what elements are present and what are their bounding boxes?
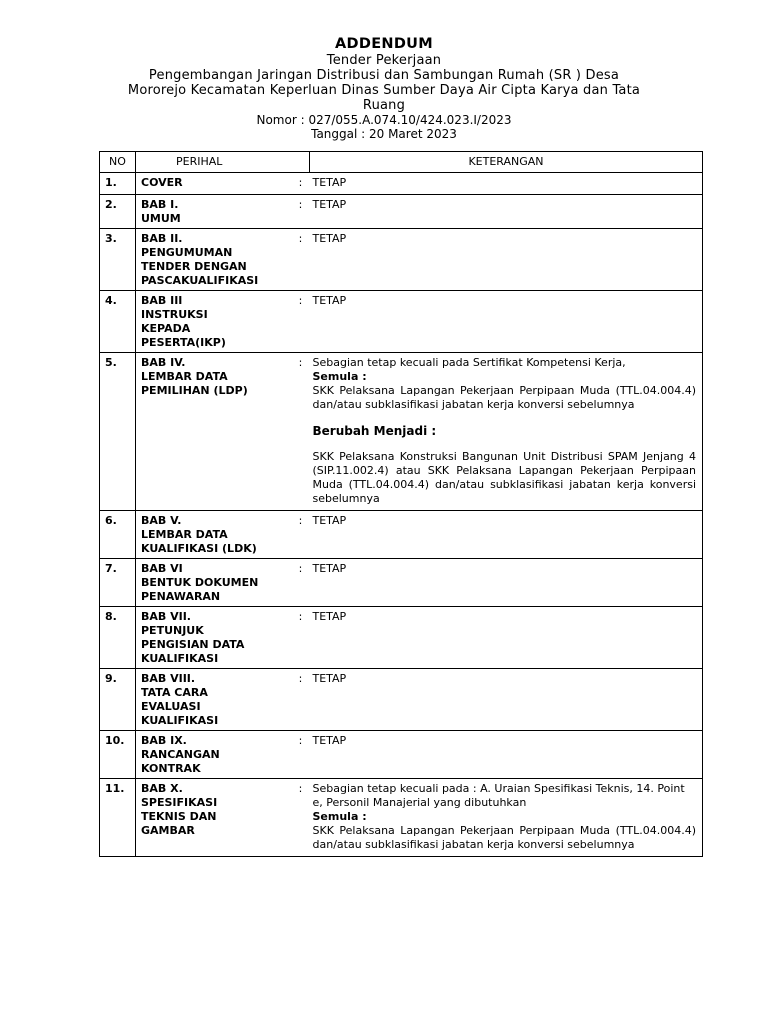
perihal-line: PETUNJUK	[141, 624, 204, 637]
perihal-line: KEPADA	[141, 322, 191, 335]
perihal-line: PENGISIAN DATA	[141, 638, 245, 651]
row-number: 6.	[100, 511, 136, 559]
perihal-line: KUALIFIKASI	[141, 714, 219, 727]
perihal-line: EVALUASI	[141, 700, 201, 713]
table-header-row	[100, 152, 703, 173]
perihal-line: BAB IX.	[141, 734, 187, 747]
row-perihal	[136, 669, 292, 731]
perihal-line: BAB III	[141, 294, 183, 307]
perihal-line: BENTUK DOKUMEN	[141, 576, 259, 589]
perihal-line: TATA CARA	[141, 686, 208, 699]
table-row	[100, 669, 703, 731]
row-keterangan	[310, 353, 703, 511]
table-row	[100, 173, 703, 195]
perihal-line: KUALIFIKASI	[141, 652, 219, 665]
table-row	[100, 511, 703, 559]
row-colon: :	[292, 229, 310, 291]
perihal-line: UMUM	[141, 212, 181, 225]
table-row	[100, 291, 703, 353]
row-keterangan: TETAP	[310, 669, 703, 731]
perihal-line: BAB IV.	[141, 356, 186, 369]
row-number: 10.	[100, 731, 136, 779]
semula-text: SKK Pelaksana Lapangan Pekerjaan Perpipaan Muda (TTL.04.004.4) dan/atau subklasifikasi jabatan kerja konversi sebelumnya	[312, 384, 696, 411]
row-perihal	[136, 511, 292, 559]
row-keterangan: TETAP	[310, 511, 703, 559]
row-keterangan: TETAP	[310, 173, 703, 195]
perihal-line: GAMBAR	[141, 824, 195, 837]
row-perihal	[136, 731, 292, 779]
row-keterangan: TETAP	[310, 559, 703, 607]
header-no: NO	[100, 152, 136, 173]
perihal-line: INSTRUKSI	[141, 308, 208, 321]
row-number: 9.	[100, 669, 136, 731]
row-colon: :	[292, 731, 310, 779]
row-colon: :	[292, 173, 310, 195]
semula-label: Semula :	[312, 370, 367, 383]
row-perihal	[136, 173, 292, 195]
keterangan-intro: Sebagian tetap kecuali pada Sertifikat Kompetensi Kerja,	[312, 356, 626, 369]
perihal-line: LEMBAR DATA	[141, 528, 228, 541]
row-colon: :	[292, 559, 310, 607]
perihal-line: BAB X.	[141, 782, 183, 795]
row-perihal	[136, 779, 292, 857]
perihal-line: PENAWARAN	[141, 590, 221, 603]
row-perihal	[136, 559, 292, 607]
perihal-line: SPESIFIKASI	[141, 796, 218, 809]
row-number: 3.	[100, 229, 136, 291]
table-row	[100, 195, 703, 229]
row-number: 8.	[100, 607, 136, 669]
perihal-line: PASCAKUALIFIKASI	[141, 274, 259, 287]
document-title: ADDENDUM	[335, 36, 433, 52]
header-perihal: PERIHAL	[136, 152, 310, 173]
perihal-line: BAB VI	[141, 562, 183, 575]
perihal-line: BAB I.	[141, 198, 179, 211]
perihal-line: BAB V.	[141, 514, 182, 527]
perihal-line: KONTRAK	[141, 762, 201, 775]
row-keterangan	[310, 779, 703, 857]
perihal-line: BAB II.	[141, 232, 183, 245]
row-perihal	[136, 353, 292, 511]
semula-label: Semula :	[312, 810, 367, 823]
row-colon: :	[292, 511, 310, 559]
row-keterangan: TETAP	[310, 195, 703, 229]
perihal-line: TENDER DENGAN	[141, 260, 247, 273]
document-subtitle: Tender Pekerjaan	[326, 53, 442, 68]
table-row	[100, 779, 703, 857]
semula-text: SKK Pelaksana Lapangan Pekerjaan Perpipaan Muda (TTL.04.004.4) dan/atau subklasifikasi jabatan kerja konversi sebelumnya	[312, 824, 696, 851]
perihal-line: TEKNIS DAN	[141, 810, 217, 823]
header-keterangan: KETERANGAN	[310, 152, 703, 173]
row-colon: :	[292, 195, 310, 229]
row-number: 2.	[100, 195, 136, 229]
perihal-line: KUALIFIKASI (LDK)	[141, 542, 257, 555]
table-row	[100, 559, 703, 607]
row-perihal	[136, 195, 292, 229]
row-colon: :	[292, 353, 310, 511]
perihal-line: RANCANGAN	[141, 748, 220, 761]
row-colon: :	[292, 669, 310, 731]
table-row	[100, 353, 703, 511]
project-title-line-2: Mororejo Kecamatan Keperluan Dinas Sumber Daya Air Cipta Karya dan Tata	[127, 83, 641, 98]
row-perihal	[136, 607, 292, 669]
row-perihal	[136, 291, 292, 353]
perihal-line: PENGUMUMAN	[141, 246, 233, 259]
document-header	[0, 36, 768, 141]
perihal-line: LEMBAR DATA	[141, 370, 228, 383]
perihal-line: BAB VII.	[141, 610, 191, 623]
berubah-label: Berubah Menjadi :	[312, 424, 437, 438]
row-number: 11.	[100, 779, 136, 857]
perihal-line: PEMILIHAN (LDP)	[141, 384, 248, 397]
row-number: 7.	[100, 559, 136, 607]
row-keterangan: TETAP	[310, 229, 703, 291]
perihal-line: COVER	[141, 176, 183, 189]
row-number: 1.	[100, 173, 136, 195]
row-number: 4.	[100, 291, 136, 353]
row-number: 5.	[100, 353, 136, 511]
table-row	[100, 731, 703, 779]
keterangan-intro: Sebagian tetap kecuali pada : A. Uraian Spesifikasi Teknis, 14. Point e, Personil Manajerial yang dibutuhkan	[312, 782, 685, 809]
document-date: Tanggal : 20 Maret 2023	[311, 127, 457, 141]
row-colon: :	[292, 291, 310, 353]
document-number: Nomor : 027/055.A.074.10/424.023.I/2023	[256, 113, 512, 127]
project-title-line-1: Pengembangan Jaringan Distribusi dan Sambungan Rumah (SR ) Desa	[148, 68, 620, 83]
table-row	[100, 607, 703, 669]
perihal-line: PESERTA(IKP)	[141, 336, 226, 349]
row-keterangan: TETAP	[310, 607, 703, 669]
addendum-table	[99, 151, 703, 857]
row-keterangan: TETAP	[310, 291, 703, 353]
row-perihal	[136, 229, 292, 291]
row-colon: :	[292, 779, 310, 857]
row-colon: :	[292, 607, 310, 669]
row-keterangan: TETAP	[310, 731, 703, 779]
perihal-line: BAB VIII.	[141, 672, 196, 685]
table-row	[100, 229, 703, 291]
berubah-text: SKK Pelaksana Konstruksi Bangunan Unit Distribusi SPAM Jenjang 4 (SIP.11.002.4) atau SKK Pelaksana Lapangan Pekerjaan Perpipaan Muda (TTL.04.004.4) dan/atau subklasifikasi jabatan kerja konversi sebelumnya	[312, 450, 696, 505]
project-title-line-3: Ruang	[362, 98, 406, 113]
